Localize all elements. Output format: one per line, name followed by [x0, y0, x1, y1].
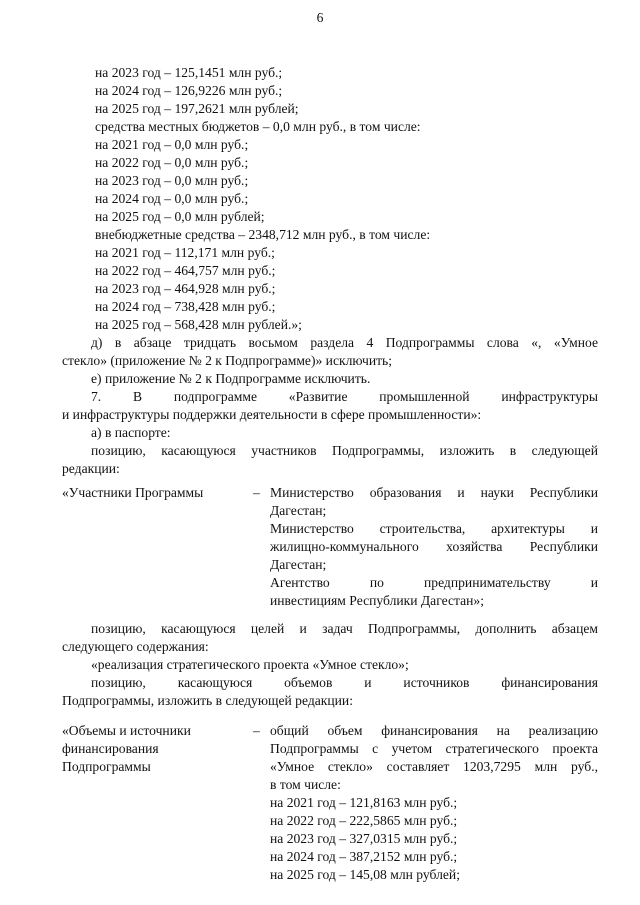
financing-line: на 2021 год – 121,8163 млн руб.; — [270, 795, 458, 810]
financing-line: Подпрограммы с учетом стратегического проекта — [270, 741, 598, 756]
participants-label: «Участники Программы — [62, 485, 204, 500]
financing-line: на 2024 год – 387,2152 млн руб.; — [270, 849, 458, 864]
text-line: позицию, касающуюся целей и задач Подпрограммы, дополнить абзацем — [91, 621, 598, 636]
text-line: внебюджетные средства – 2348,712 млн руб., в том числе: — [95, 227, 431, 242]
financing-line: в том числе: — [270, 777, 341, 792]
text-line: Подпрограммы, изложить в следующей редакции: — [62, 693, 353, 708]
text-line: а) в паспорте: — [91, 425, 171, 440]
text-line: на 2022 год – 0,0 млн руб.; — [95, 155, 249, 170]
text-line: на 2021 год – 0,0 млн руб.; — [95, 137, 249, 152]
participants-line: Министерство образования и науки Республики — [270, 485, 598, 500]
text-line: «реализация стратегического проекта «Умное стекло»; — [91, 657, 409, 672]
text-line: 7. В подпрограмме «Развитие промышленной инфраструктуры — [91, 389, 598, 404]
financing-label-line: финансирования — [62, 741, 159, 756]
financing-label-line: «Объемы и источники — [62, 723, 191, 738]
financing-dash: – — [253, 723, 260, 738]
text-line: д) в абзаце тридцать восьмом раздела 4 Подпрограммы слова «, «Умное — [91, 335, 598, 350]
text-line: на 2024 год – 126,9226 млн руб.; — [95, 83, 283, 98]
participants-line: жилищно-коммунального хозяйства Республики — [270, 539, 598, 554]
text-line: и инфраструктуры поддержки деятельности в сфере промышленности»: — [62, 407, 482, 422]
financing-label-line: Подпрограммы — [62, 759, 151, 774]
participants-line: Министерство строительства, архитектуры и — [270, 521, 598, 536]
text-line: на 2025 год – 0,0 млн рублей; — [95, 209, 265, 224]
financing-line: «Умное стекло» составляет 1203,7295 млн руб., — [270, 759, 598, 774]
text-line: позицию, касающуюся объемов и источников финансирования — [91, 675, 598, 690]
financing-line: на 2025 год – 145,08 млн рублей; — [270, 867, 460, 882]
participants-line: Дагестан; — [270, 557, 327, 572]
text-line: следующего содержания: — [62, 639, 209, 654]
text-line: на 2025 год – 197,2621 млн рублей; — [95, 101, 299, 116]
text-line: позицию, касающуюся участников Подпрограммы, изложить в следующей — [91, 443, 598, 458]
text-line: на 2024 год – 738,428 млн руб.; — [95, 299, 276, 314]
text-line: на 2023 год – 125,1451 млн руб.; — [95, 65, 283, 80]
text-line: на 2025 год – 568,428 млн рублей.»; — [95, 317, 302, 332]
text-line: стекло» (приложение № 2 к Подпрограмме)» исключить; — [62, 353, 393, 368]
financing-line: на 2023 год – 327,0315 млн руб.; — [270, 831, 458, 846]
participants-line: инвестициям Республики Дагестан»; — [270, 593, 485, 608]
text-line: средства местных бюджетов – 0,0 млн руб., в том числе: — [95, 119, 421, 134]
text-line: на 2023 год – 464,928 млн руб.; — [95, 281, 276, 296]
participants-line: Дагестан; — [270, 503, 327, 518]
financing-line: на 2022 год – 222,5865 млн руб.; — [270, 813, 458, 828]
text-line: е) приложение № 2 к Подпрограмме исключить. — [91, 371, 371, 386]
text-line: на 2023 год – 0,0 млн руб.; — [95, 173, 249, 188]
text-line: редакции: — [62, 461, 120, 476]
text-line: на 2022 год – 464,757 млн руб.; — [95, 263, 276, 278]
page-number: 6 — [316, 10, 324, 25]
text-line: на 2021 год – 112,171 млн руб.; — [95, 245, 275, 260]
text-line: на 2024 год – 0,0 млн руб.; — [95, 191, 249, 206]
participants-dash: – — [253, 485, 260, 500]
participants-line: Агентство по предпринимательству и — [270, 575, 598, 590]
financing-line: общий объем финансирования на реализацию — [270, 723, 598, 738]
